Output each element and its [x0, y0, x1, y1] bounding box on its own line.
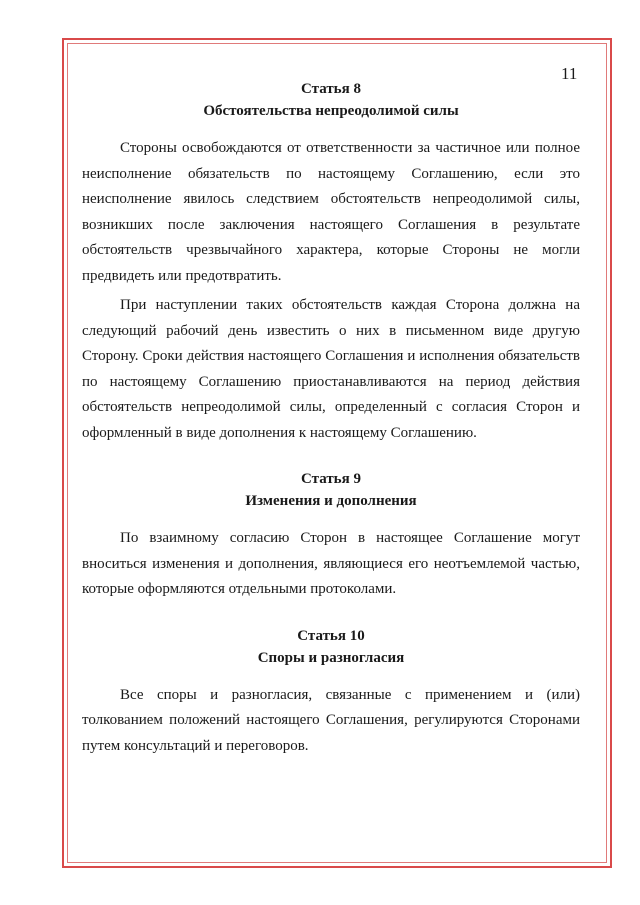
- article-subtitle: Обстоятельства непреодолимой силы: [203, 103, 459, 119]
- article-9: [82, 468, 580, 603]
- article-subtitle: Споры и разногласия: [257, 649, 405, 666]
- article-title: Статья 9: [301, 471, 361, 487]
- page-number: 11: [561, 64, 578, 83]
- document-body: [82, 78, 580, 781]
- paragraph: Стороны освобождаются от ответственности за частичное или полное неисполнение обязательств по настоящему Соглашению, если это неисполнение явилось следствием обстоятельств непреодолимой силы, возникших после заключения настоящего Соглашения в результате обстоятельств чрезвычайного характера, которые Стороны не могли предвидеть или предотвратить.: [82, 140, 580, 284]
- paragraph: При наступлении таких обстоятельств каждая Сторона должна на следующий рабочий день известить о них в письменном виде другую Сторону. Сроки действия настоящего Соглашения и исполнения обязательств по настоящему Соглашению приостанавливаются на период действия обстоятельств непреодолимой силы, определенный с согласия Сторон и оформленный в виде дополнения к настоящему Соглашению.: [82, 297, 580, 441]
- article-10: [82, 625, 580, 760]
- article-title: Статья 10: [297, 627, 365, 644]
- article-title: Статья 8: [301, 81, 361, 97]
- paragraph: По взаимному согласию Сторон в настоящее Соглашение могут вноситься изменения и дополнения, являющиеся его неотъемлемой частью, которые оформляются отдельными протоколами.: [82, 530, 580, 597]
- article-8: [82, 78, 580, 446]
- article-subtitle: Изменения и дополнения: [245, 493, 417, 509]
- paragraph: Все споры и разногласия, связанные с применением и (или) толкованием положений настоящего Соглашения, регулируются Сторонами путем консультаций и переговоров.: [82, 686, 580, 754]
